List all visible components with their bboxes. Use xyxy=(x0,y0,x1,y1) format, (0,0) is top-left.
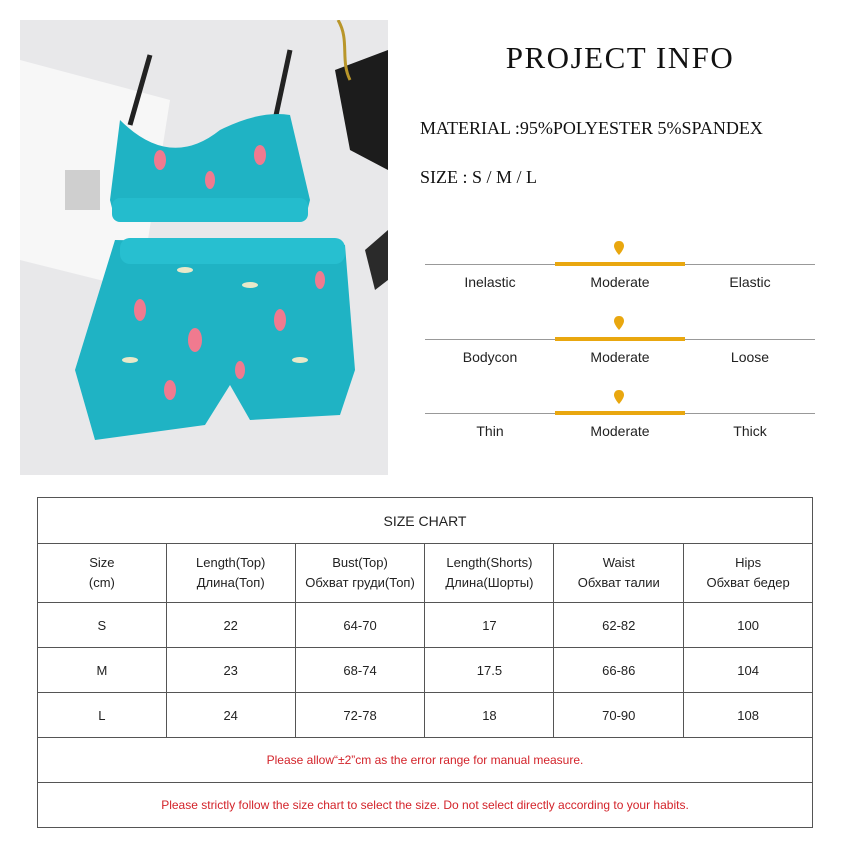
table-cell: 104 xyxy=(684,648,813,693)
scale-label-right: Elastic xyxy=(729,274,771,290)
scale-label-middle: Moderate xyxy=(590,349,650,365)
table-cell: L xyxy=(38,693,167,738)
column-header: Bust(Top) Обхват груди(Топ) xyxy=(295,544,425,603)
scale-label-right: Thick xyxy=(733,423,767,439)
table-row xyxy=(38,693,813,738)
project-info-title: PROJECT INFO xyxy=(505,40,735,75)
scale-selected-segment xyxy=(555,337,685,341)
size-chart-title: SIZE CHART xyxy=(38,498,813,544)
location-pin-icon xyxy=(613,240,625,260)
column-header: Length(Top) Длина(Топ) xyxy=(166,544,295,603)
elasticity-scale xyxy=(425,240,815,300)
scale-label-left: Bodycon xyxy=(462,349,518,365)
table-row xyxy=(38,603,813,648)
scale-label-left: Inelastic xyxy=(464,274,516,290)
column-header: Hips Обхват бедер xyxy=(684,544,813,603)
table-cell: 108 xyxy=(684,693,813,738)
table-cell: S xyxy=(38,603,167,648)
table-row xyxy=(38,648,813,693)
measurement-note: Please allow“±2”cm as the error range for manual measure. xyxy=(38,738,813,783)
size-text: SIZE : S / M / L xyxy=(420,167,538,187)
material-text: MATERIAL :95%POLYESTER 5%SPANDEX xyxy=(420,118,763,138)
table-cell: 62-82 xyxy=(554,603,684,648)
table-cell: 68-74 xyxy=(295,648,425,693)
table-cell: 24 xyxy=(166,693,295,738)
column-header: Length(Shorts) Длина(Шорты) xyxy=(425,544,554,603)
scale-label-middle: Moderate xyxy=(590,423,650,439)
scale-selected-segment xyxy=(555,411,685,415)
table-cell: 22 xyxy=(166,603,295,648)
table-cell: 17 xyxy=(425,603,554,648)
location-pin-icon xyxy=(613,389,625,409)
table-cell: 72-78 xyxy=(295,693,425,738)
column-header: Waist Обхват талии xyxy=(554,544,684,603)
size-selection-note: Please strictly follow the size chart to select the size. Do not select directly according to your habits. xyxy=(38,783,813,828)
table-cell: 70-90 xyxy=(554,693,684,738)
column-header: Size (cm) xyxy=(38,544,167,603)
scale-label-left: Thin xyxy=(476,423,504,439)
scale-label-middle: Moderate xyxy=(590,274,650,290)
location-pin-icon xyxy=(613,315,625,335)
table-cell: 100 xyxy=(684,603,813,648)
scale-selected-segment xyxy=(555,262,685,266)
table-cell: 64-70 xyxy=(295,603,425,648)
table-cell: M xyxy=(38,648,167,693)
thickness-scale xyxy=(425,389,815,449)
scale-label-right: Loose xyxy=(730,349,770,365)
table-cell: 17.5 xyxy=(425,648,554,693)
table-cell: 23 xyxy=(166,648,295,693)
product-photo xyxy=(20,20,388,475)
table-cell: 18 xyxy=(425,693,554,738)
table-cell: 66-86 xyxy=(554,648,684,693)
fit-scale xyxy=(425,315,815,375)
size-chart-table xyxy=(37,497,813,828)
